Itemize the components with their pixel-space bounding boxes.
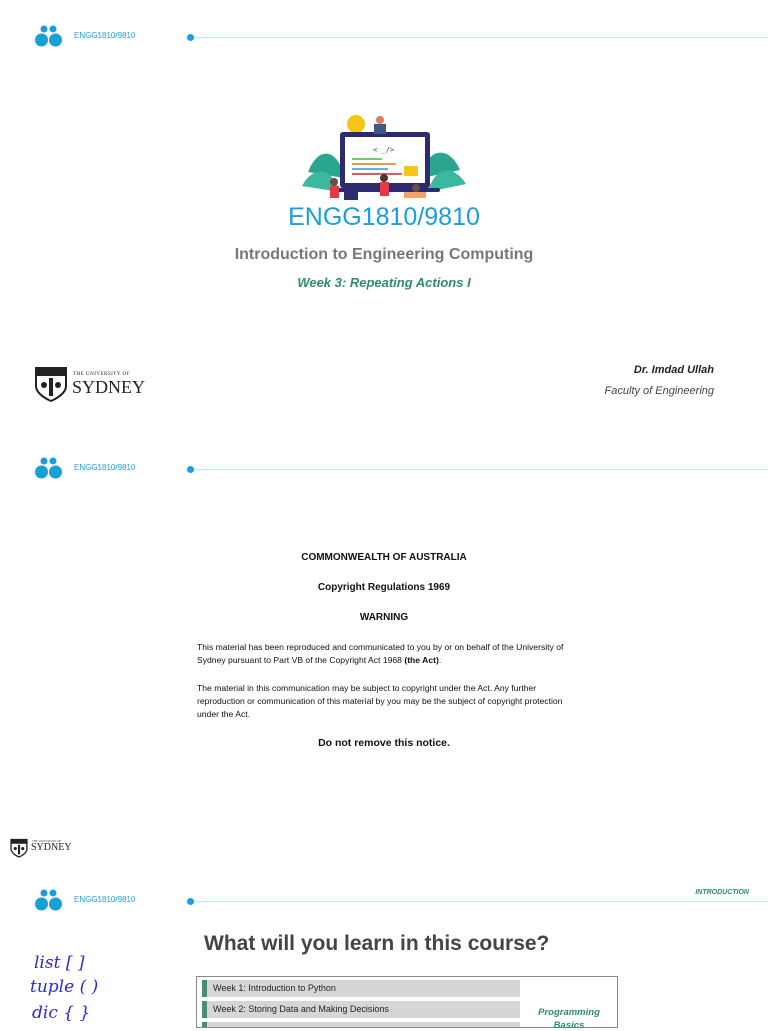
illustration-code-text: < _/> [373, 146, 395, 154]
week-row: Week 1: Introduction to Python [202, 980, 520, 997]
warning-heading: WARNING [359, 612, 409, 623]
header-dot [187, 34, 194, 41]
header-rule [191, 37, 768, 38]
faculty-name: Faculty of Engineering [604, 385, 714, 397]
week-subtitle: Week 3: Repeating Actions I [297, 275, 471, 290]
copyright-paragraph-2: The material in this communication may be subject to copyright under the Act. Any further reproduction or communication of this material by you may be the subject of copyright protection under the Act. [197, 683, 563, 719]
slide-title: What will you learn in this course? [204, 932, 550, 955]
weeks-table [196, 976, 618, 1031]
handwriting-line-1: list [ ] [34, 953, 85, 973]
handwriting-line-2: tuple ( ) [30, 977, 99, 997]
course-logo-icon [34, 456, 64, 480]
regulations-heading: Copyright Regulations 1969 [317, 582, 451, 593]
header-dot [187, 898, 194, 905]
course-logo-icon [34, 888, 64, 912]
university-name: SYDNEY [72, 377, 146, 397]
programming-label: Programming [538, 1007, 600, 1018]
paragraph-1-end: . [438, 655, 442, 665]
programming-label-partial: Basics [553, 1020, 585, 1031]
section-tag: INTRODUCTION [695, 889, 749, 896]
university-crest-icon [10, 838, 28, 858]
header-course-code: ENGG1810/9810 [74, 463, 136, 472]
handwritten-notes [30, 948, 140, 1024]
copyright-paragraph-1 [197, 641, 571, 667]
header-rule [191, 469, 768, 470]
week-row: Week 2: Storing Data and Making Decisions [202, 1001, 520, 1018]
coding-illustration-icon [300, 112, 468, 204]
copyright-heading: COMMONWEALTH OF AUSTRALIA [301, 552, 467, 563]
header-dot [187, 466, 194, 473]
course-logo-icon [34, 24, 64, 48]
course-title: Introduction to Engineering Computing [234, 246, 534, 263]
author-name: Dr. Imdad Ullah [633, 364, 714, 376]
paragraph-1-bold: (the Act) [404, 655, 439, 665]
intro-slide [0, 864, 768, 1031]
university-small-text: THE UNIVERSITY OF [32, 839, 62, 843]
notice-text: Do not remove this notice. [318, 737, 450, 749]
header-rule [191, 901, 768, 902]
university-crest-icon [34, 366, 68, 402]
title-slide [0, 0, 768, 432]
course-code-title: ENGG1810/9810 [288, 203, 480, 231]
header-course-code: ENGG1810/9810 [74, 31, 136, 40]
handwriting-line-3: dic { } [32, 1003, 91, 1023]
paragraph-1-text: This material has been reproduced and communicated to you by or on behalf of the University of Sydney pursuant to Part VB of the Copyright Act 1968 [197, 642, 564, 665]
copyright-slide [0, 432, 768, 864]
university-small-text: THE UNIVERSITY OF [73, 372, 130, 377]
week-row-partial [202, 1022, 520, 1027]
university-name: SYDNEY [31, 842, 72, 853]
header-course-code: ENGG1810/9810 [74, 895, 136, 904]
